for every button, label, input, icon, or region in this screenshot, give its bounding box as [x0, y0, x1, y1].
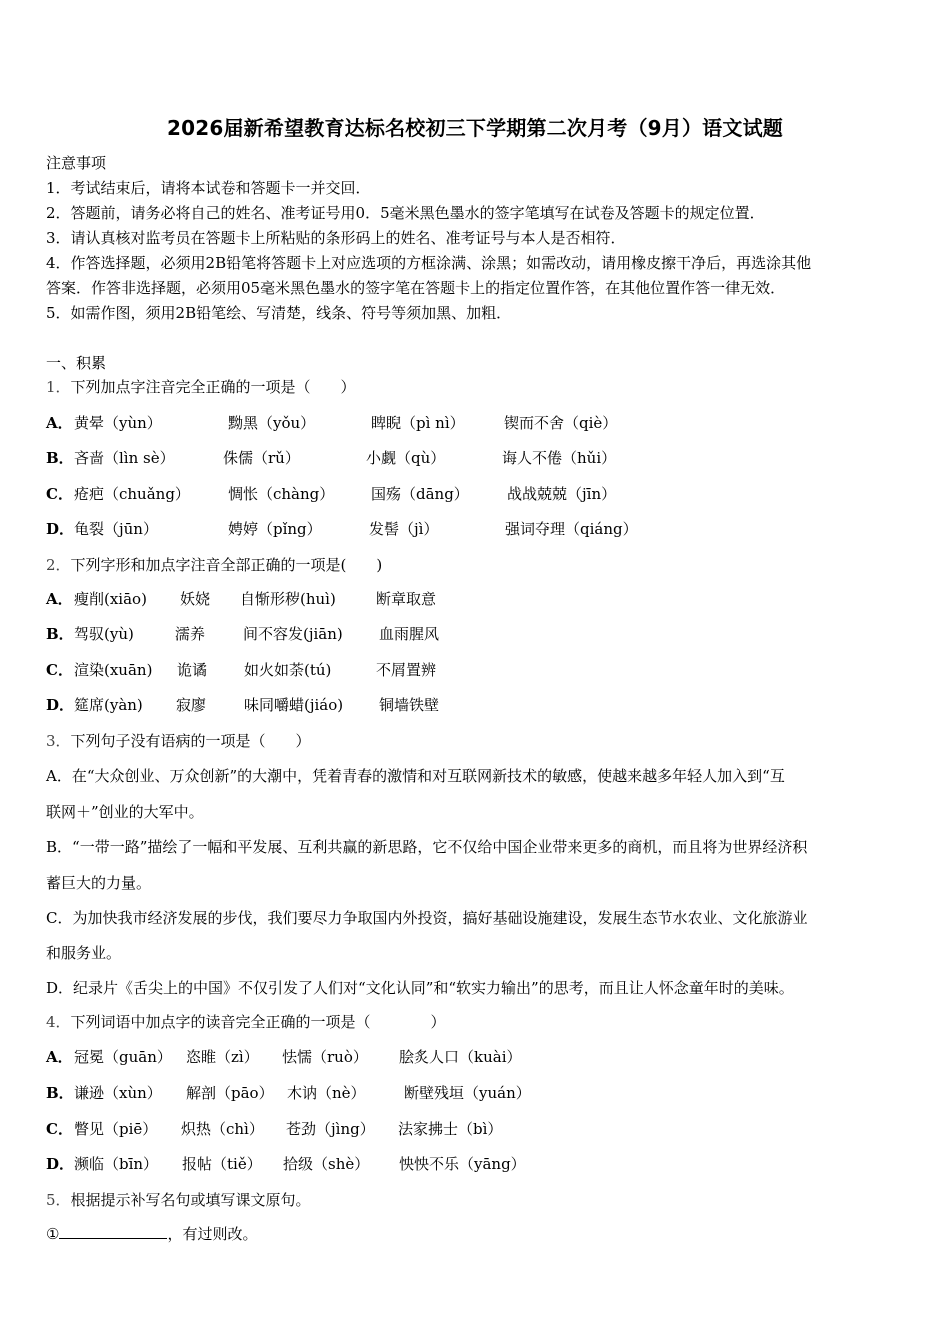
question-number: 3． [46, 732, 71, 750]
option-label: D． [46, 696, 75, 714]
question-stem: 下列词语中加点字的读音完全正确的一项是（ ） [70, 1013, 446, 1031]
notice-item: 3．请认真核对监考员在答题卡上所粘贴的条形码上的姓名、准考证号与本人是否相符． [46, 229, 626, 247]
option-label: A． [46, 414, 73, 432]
option-item: 筵席(yàn) [74, 696, 143, 714]
option-item: 濡养 [175, 625, 206, 643]
question-2 [46, 554, 382, 575]
option-label: C． [46, 1120, 73, 1138]
option-item: 瞥见（piē） [74, 1120, 158, 1138]
fill-in-line [46, 1223, 257, 1244]
question-3 [46, 730, 311, 751]
option-label: B． [46, 449, 74, 467]
option-item: 法家拂士（bì） [398, 1120, 503, 1138]
q3-option-text: D．纪录片《舌尖上的中国》不仅引发了人们对“文化认同”和“软实力输出”的思考，而且让人怀念童年时的美味。 [46, 979, 794, 997]
option-item: 睥睨（pì nì） [371, 414, 465, 432]
option-item: 寂廖 [176, 696, 207, 714]
question-stem: 根据提示补写名句或填写课文原句。 [70, 1191, 311, 1209]
option-item: 断壁残垣（yuán） [404, 1084, 531, 1102]
q3-option-text: B．“一带一路”描绘了一幅和平发展、互利共赢的新思路，它不仅给中国企业带来更多的商机，而且将为世界经济积 [46, 838, 808, 856]
page-title: 2026届新希望教育达标名校初三下学期第二次月考（9月）语文试题 [167, 116, 783, 140]
option-item: 如火如荼(tú) [244, 661, 332, 679]
option-item: 小觑（qù） [366, 449, 446, 467]
question-number: 4． [46, 1013, 71, 1031]
option-item: 黝黑（yǒu） [228, 414, 316, 432]
option-item: 国殇（dāng） [371, 485, 469, 503]
question-stem: 下列句子没有语病的一项是（ ） [70, 732, 311, 750]
option-item: 驾驭(yù) [74, 625, 134, 643]
option-item: 解剖（pāo） [186, 1084, 274, 1102]
option-label: D． [46, 1155, 75, 1173]
option-item: 侏儒（rǔ） [223, 449, 300, 467]
option-label: A． [46, 590, 73, 608]
notice-heading: 注意事项 [46, 154, 107, 172]
question-stem: 下列字形和加点字注音全部正确的一项是( ) [70, 556, 383, 574]
q3-option-text: A．在“大众创业、万众创新”的大潮中，凭着青春的激情和对互联网新技术的敏感，使越来越多年轻人加入到“互 [46, 767, 785, 785]
notice-item: 1．考试结束后，请将本试卷和答题卡一并交回． [46, 179, 371, 197]
option-item: 炽热（chì） [181, 1120, 264, 1138]
option-item: 龟裂（jūn） [74, 520, 158, 538]
question-4 [46, 1011, 446, 1032]
option-item: 谦逊（xùn） [74, 1084, 162, 1102]
option-item: 断章取意 [376, 590, 437, 608]
option-item: 恣睢（zì） [186, 1048, 259, 1066]
option-label: D． [46, 520, 75, 538]
option-item: 血雨腥风 [379, 625, 440, 643]
option-item: 不屑置辨 [376, 661, 437, 679]
option-item: 妖娆 [180, 590, 211, 608]
answer-blank[interactable] [59, 1224, 167, 1239]
option-item: 娉婷（pǐng） [228, 520, 322, 538]
question-number: 1． [46, 378, 71, 396]
question-5 [46, 1189, 311, 1210]
option-item: 间不容发(jiān) [243, 625, 343, 643]
option-item: 冠冕（guān） [74, 1048, 172, 1066]
option-item: 诡谲 [177, 661, 208, 679]
option-item: 强词夺理（qiáng） [505, 520, 638, 538]
option-item: 发髻（jì） [369, 520, 439, 538]
notice-item: 4．作答选择题，必须用2B铅笔将答题卡上对应选项的方框涂满、涂黑；如需改动，请用橡皮擦干净后，再选涂其他 [46, 254, 812, 272]
option-label: B． [46, 625, 74, 643]
option-label: A． [46, 1048, 73, 1066]
option-item: 吝啬（lìn sè） [74, 449, 175, 467]
option-item: 惆怅（chàng） [228, 485, 335, 503]
option-item: 怏怏不乐（yāng） [399, 1155, 526, 1173]
option-item: 疮疤（chuǎng） [74, 485, 190, 503]
option-item: 锲而不舍（qiè） [504, 414, 618, 432]
notice-item: 答案．作答非选择题，必须用05毫米黑色墨水的签字笔在答题卡上的指定位置作答，在其他位置作答一律无效． [46, 279, 786, 297]
item-marker: ① [46, 1225, 60, 1243]
question-number: 5． [46, 1191, 71, 1209]
option-label: C． [46, 661, 73, 679]
fill-in-suffix: ，有过则改。 [167, 1225, 258, 1243]
option-item: 诲人不倦（hǔi） [502, 449, 617, 467]
question-stem: 下列加点字注音完全正确的一项是（ ） [70, 378, 356, 396]
option-item: 苍劲（jìng） [286, 1120, 375, 1138]
option-label: C． [46, 485, 73, 503]
notice-item: 5．如需作图，须用2B铅笔绘、写清楚，线条、符号等须加黑、加粗． [46, 304, 512, 322]
option-item: 报帖（tiě） [182, 1155, 262, 1173]
question-1 [46, 376, 356, 397]
option-item: 木讷（nè） [287, 1084, 366, 1102]
option-item: 脍炙人口（kuài） [399, 1048, 522, 1066]
option-item: 黄晕（yùn） [74, 414, 162, 432]
option-item: 渲染(xuān) [74, 661, 153, 679]
q3-option-text: 联网＋”创业的大军中。 [46, 803, 204, 821]
option-item: 战战兢兢（jīn） [507, 485, 617, 503]
q3-option-text: 蓄巨大的力量。 [46, 874, 152, 892]
option-item: 怯懦（ruò） [282, 1048, 368, 1066]
option-item: 濒临（bīn） [74, 1155, 159, 1173]
option-item: 瘦削(xiāo) [74, 590, 147, 608]
q3-option-text: 和服务业。 [46, 944, 122, 962]
notice-item: 2．答题前，请务必将自己的姓名、准考证号用0．5毫米黑色墨水的签字笔填写在试卷及答题卡的规定位置． [46, 204, 765, 222]
section-heading: 一、积累 [46, 354, 107, 372]
question-number: 2． [46, 556, 71, 574]
option-item: 拾级（shè） [283, 1155, 370, 1173]
option-label: B． [46, 1084, 74, 1102]
q3-option-text: C．为加快我市经济发展的步伐，我们要尽力争取国内外投资，搞好基础设施建设，发展生态节水农业、文化旅游业 [46, 909, 808, 927]
option-item: 自惭形秽(huì) [240, 590, 336, 608]
option-item: 铜墙铁壁 [379, 696, 440, 714]
option-item: 味同嚼蜡(jiáo) [244, 696, 344, 714]
